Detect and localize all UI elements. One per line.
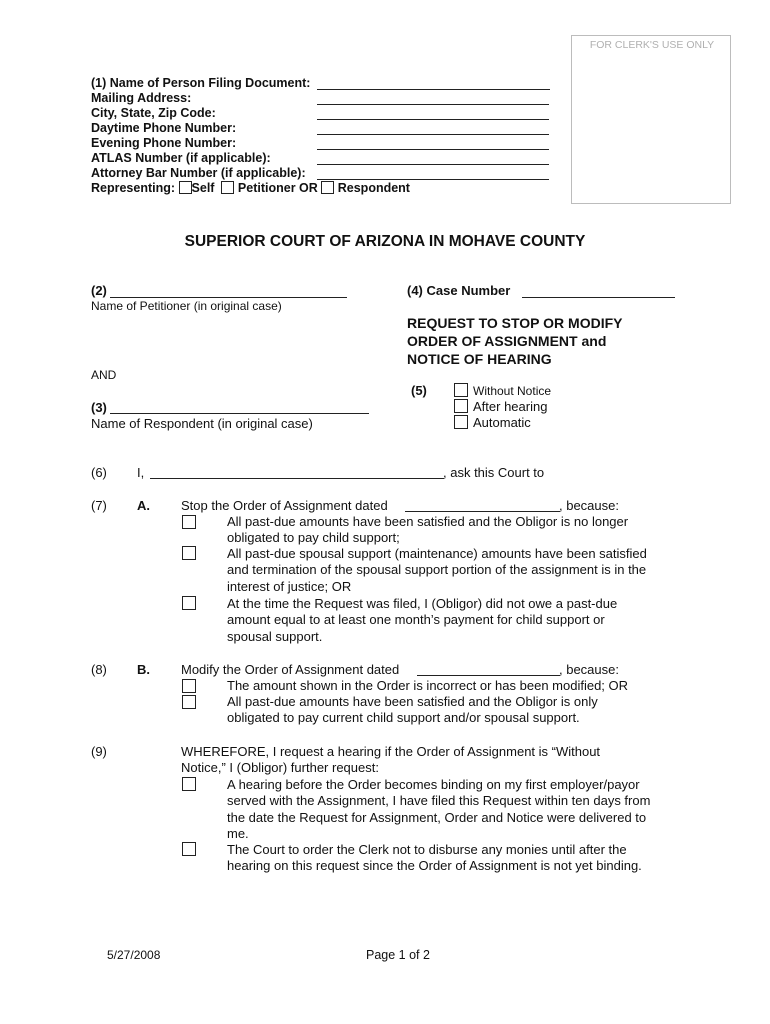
daytime-phone-field[interactable] (317, 134, 549, 135)
daytime-phone-label: Daytime Phone Number: (91, 121, 237, 135)
respondent-option-label: Respondent (337, 181, 410, 195)
evening-phone-label: Evening Phone Number: (91, 136, 237, 150)
section7-lead: Stop the Order of Assignment dated (181, 498, 388, 513)
respondent-caption: Name of Respondent (in original case) (91, 416, 313, 431)
evening-phone-field[interactable] (317, 149, 549, 150)
stop-reason-1-text: All past-due amounts have been satisfied and the Obligor is no longer obligated to pay child support; (227, 514, 629, 546)
stop-order-date-field[interactable] (405, 511, 560, 512)
mailing-address-field[interactable] (317, 104, 549, 105)
atlas-number-field[interactable] (317, 164, 549, 165)
section8-number: (8) (91, 662, 107, 677)
request-title-line-2: ORDER OF ASSIGNMENT and (407, 333, 607, 349)
respondent-checkbox[interactable] (321, 181, 334, 194)
hearing-request-2-text: The Court to order the Clerk not to disburse any monies until after the hearing on this request since the Order of Assignment is not yet binding. (227, 842, 642, 874)
representing-label: Representing: (91, 181, 176, 195)
section6-prefix: I, (137, 465, 145, 480)
court-title: SUPERIOR COURT OF ARIZONA IN MOHAVE COUNTY (184, 233, 586, 250)
modify-reason-1-text: The amount shown in the Order is incorrect or has been modified; OR (227, 678, 629, 693)
request-title-line-3: NOTICE OF HEARING (407, 351, 552, 367)
clerks-use-label: FOR CLERK'S USE ONLY (589, 39, 715, 51)
petitioner-caption: Name of Petitioner (in original case) (91, 299, 282, 313)
stop-reason-2-checkbox[interactable] (182, 546, 196, 560)
section9-number: (9) (91, 744, 107, 759)
modify-reason-1-checkbox[interactable] (182, 679, 196, 693)
automatic-label: Automatic (473, 415, 531, 430)
respondent-number: (3) (91, 400, 107, 415)
section9-lead: WHEREFORE, I request a hearing if the Order of Assignment is “Without Notice,” I (Obligor) further request: (181, 744, 601, 776)
case-number-label: (4) Case Number (407, 283, 511, 298)
city-state-zip-label: City, State, Zip Code: (91, 106, 216, 120)
stop-reason-2-text: All past-due spousal support (maintenance) amounts have been satisfied and termination of the spousal support portion of the assignment is in the interest of justice; OR (227, 546, 647, 594)
request-title-line-1: REQUEST TO STOP OR MODIFY (407, 315, 623, 331)
attorney-bar-label: Attorney Bar Number (if applicable): (91, 166, 306, 180)
automatic-checkbox[interactable] (454, 415, 468, 429)
filer-name-label: (1) Name of Person Filing Document: (91, 76, 311, 90)
section6-number: (6) (91, 465, 107, 480)
stop-reason-1-checkbox[interactable] (182, 515, 196, 529)
attorney-bar-field[interactable] (317, 179, 549, 180)
section7-lead-suffix: , because: (559, 498, 619, 513)
footer-page-number: Page 1 of 2 (366, 948, 430, 962)
section7-letter: A. (137, 498, 150, 513)
stop-reason-3-checkbox[interactable] (182, 596, 196, 610)
and-label: AND (91, 368, 117, 382)
section7-number: (7) (91, 498, 107, 513)
after-hearing-label: After hearing (473, 399, 548, 414)
section5-number: (5) (411, 383, 427, 398)
without-notice-checkbox[interactable] (454, 383, 468, 397)
self-option-label: Self (191, 181, 215, 195)
case-number-field[interactable] (522, 297, 675, 298)
without-notice-label: Without Notice (473, 384, 552, 398)
mailing-address-label: Mailing Address: (91, 91, 192, 105)
modify-order-date-field[interactable] (417, 675, 560, 676)
section8-lead: Modify the Order of Assignment dated (181, 662, 400, 677)
modify-reason-2-checkbox[interactable] (182, 695, 196, 709)
petitioner-option-label: Petitioner OR (237, 181, 318, 195)
after-hearing-checkbox[interactable] (454, 399, 468, 413)
hearing-request-1-text: A hearing before the Order becomes binding on my first employer/payor served with the Assignment, I have filed this Request within ten days from the date the Request for Assignment, Order and Notice were delivered to me. (227, 777, 651, 841)
city-state-zip-field[interactable] (317, 119, 549, 120)
section6-suffix: , ask this Court to (443, 465, 545, 480)
requester-name-field[interactable] (150, 478, 444, 479)
respondent-name-field[interactable] (110, 413, 369, 414)
self-checkbox[interactable] (179, 181, 192, 194)
petitioner-checkbox[interactable] (221, 181, 234, 194)
stop-reason-3-text: At the time the Request was filed, I (Obligor) did not owe a past-due amount equal to at least one month’s payment for child support or spousal support. (227, 596, 618, 644)
filer-name-field[interactable] (317, 89, 550, 90)
section8-letter: B. (137, 662, 150, 677)
clerks-use-box (571, 35, 731, 204)
representing-row (91, 181, 410, 196)
hearing-request-1-checkbox[interactable] (182, 777, 196, 791)
atlas-number-label: ATLAS Number (if applicable): (91, 151, 271, 165)
footer-date: 5/27/2008 (107, 948, 161, 962)
petitioner-number: (2) (91, 283, 107, 298)
hearing-request-2-checkbox[interactable] (182, 842, 196, 856)
section8-lead-suffix: , because: (559, 662, 619, 677)
modify-reason-2-text: All past-due amounts have been satisfied and the Obligor is only obligated to pay current child support and/or spousal support. (227, 694, 598, 726)
